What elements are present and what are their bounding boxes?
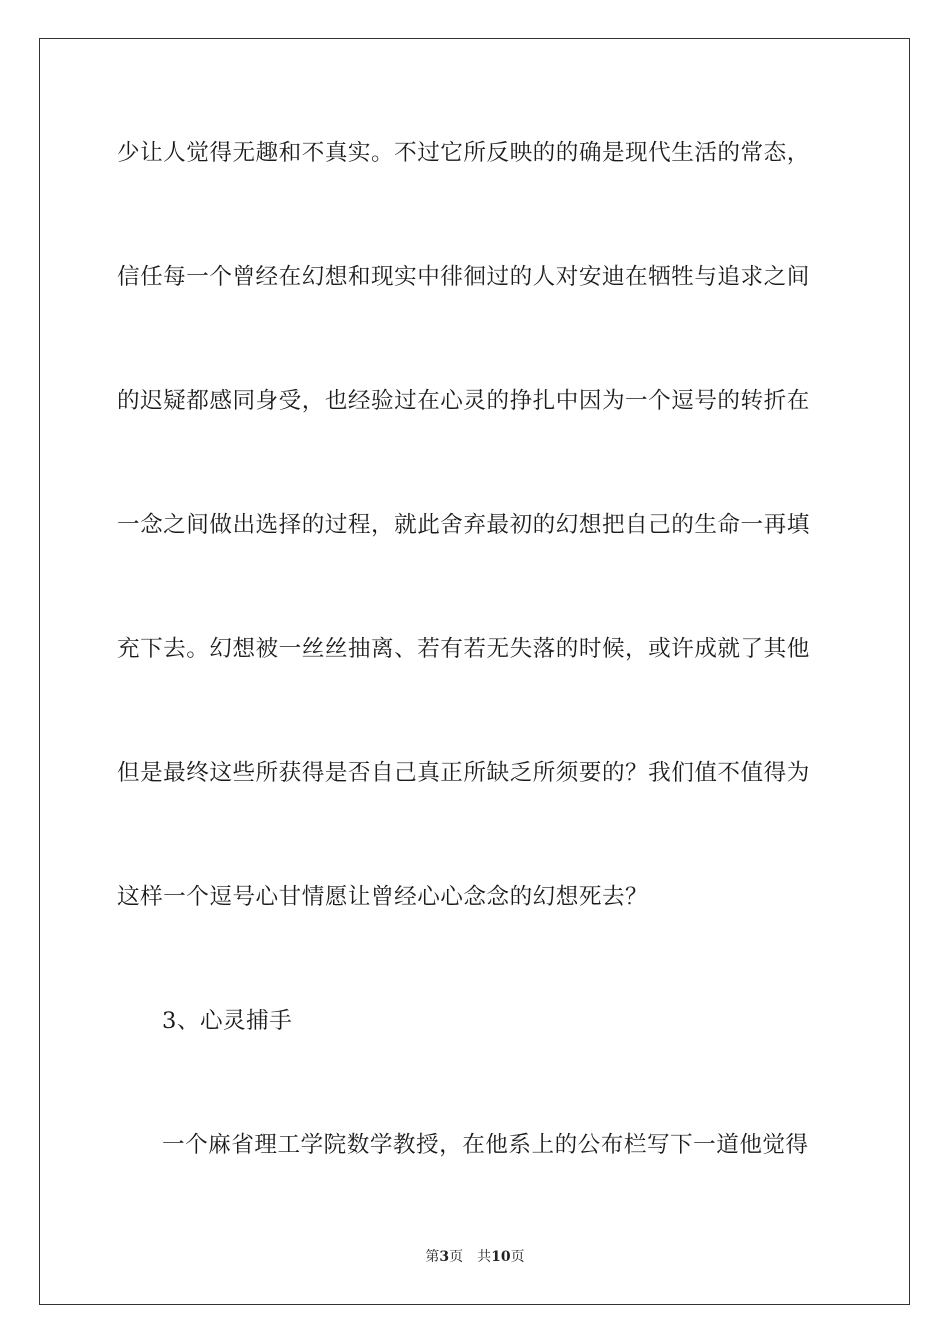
total-pages: 10: [491, 1249, 511, 1265]
page-number: 3: [439, 1249, 450, 1265]
body-line-3: 的迟疑都感同身受，也经验过在心灵的挣扎中因为一个逗号的转折在: [117, 388, 810, 414]
total-prefix: 共: [477, 1249, 492, 1265]
body-line-6: 但是最终这些所获得是否自己真正所缺乏所须要的？我们值不值得为: [117, 760, 810, 786]
section-heading: 3、心灵捕手: [162, 1008, 293, 1034]
body-line-2: 信任每一个曾经在幻想和现实中徘徊过的人对安迪在牺牲与追求之间: [117, 264, 810, 290]
body-line-7: 这样一个逗号心甘情愿让曾经心心念念的幻想死去？: [117, 884, 649, 910]
body-line-1: 少让人觉得无趣和不真实。不过它所反映的的确是现代生活的常态，: [117, 140, 810, 166]
body-line-5: 充下去。幻想被一丝丝抽离、若有若无失落的时候，或许成就了其他: [117, 636, 810, 662]
page-footer: [0, 1248, 950, 1266]
page-suffix: 页: [449, 1249, 464, 1265]
body-line-4: 一念之间做出选择的过程，就此舍弃最初的幻想把自己的生命一再填: [117, 512, 810, 538]
page-frame: [39, 38, 910, 1305]
page-prefix: 第: [425, 1249, 440, 1265]
total-suffix: 页: [510, 1249, 525, 1265]
paragraph-first-line: 一个麻省理工学院数学教授，在他系上的公布栏写下一道他觉得: [162, 1132, 809, 1158]
